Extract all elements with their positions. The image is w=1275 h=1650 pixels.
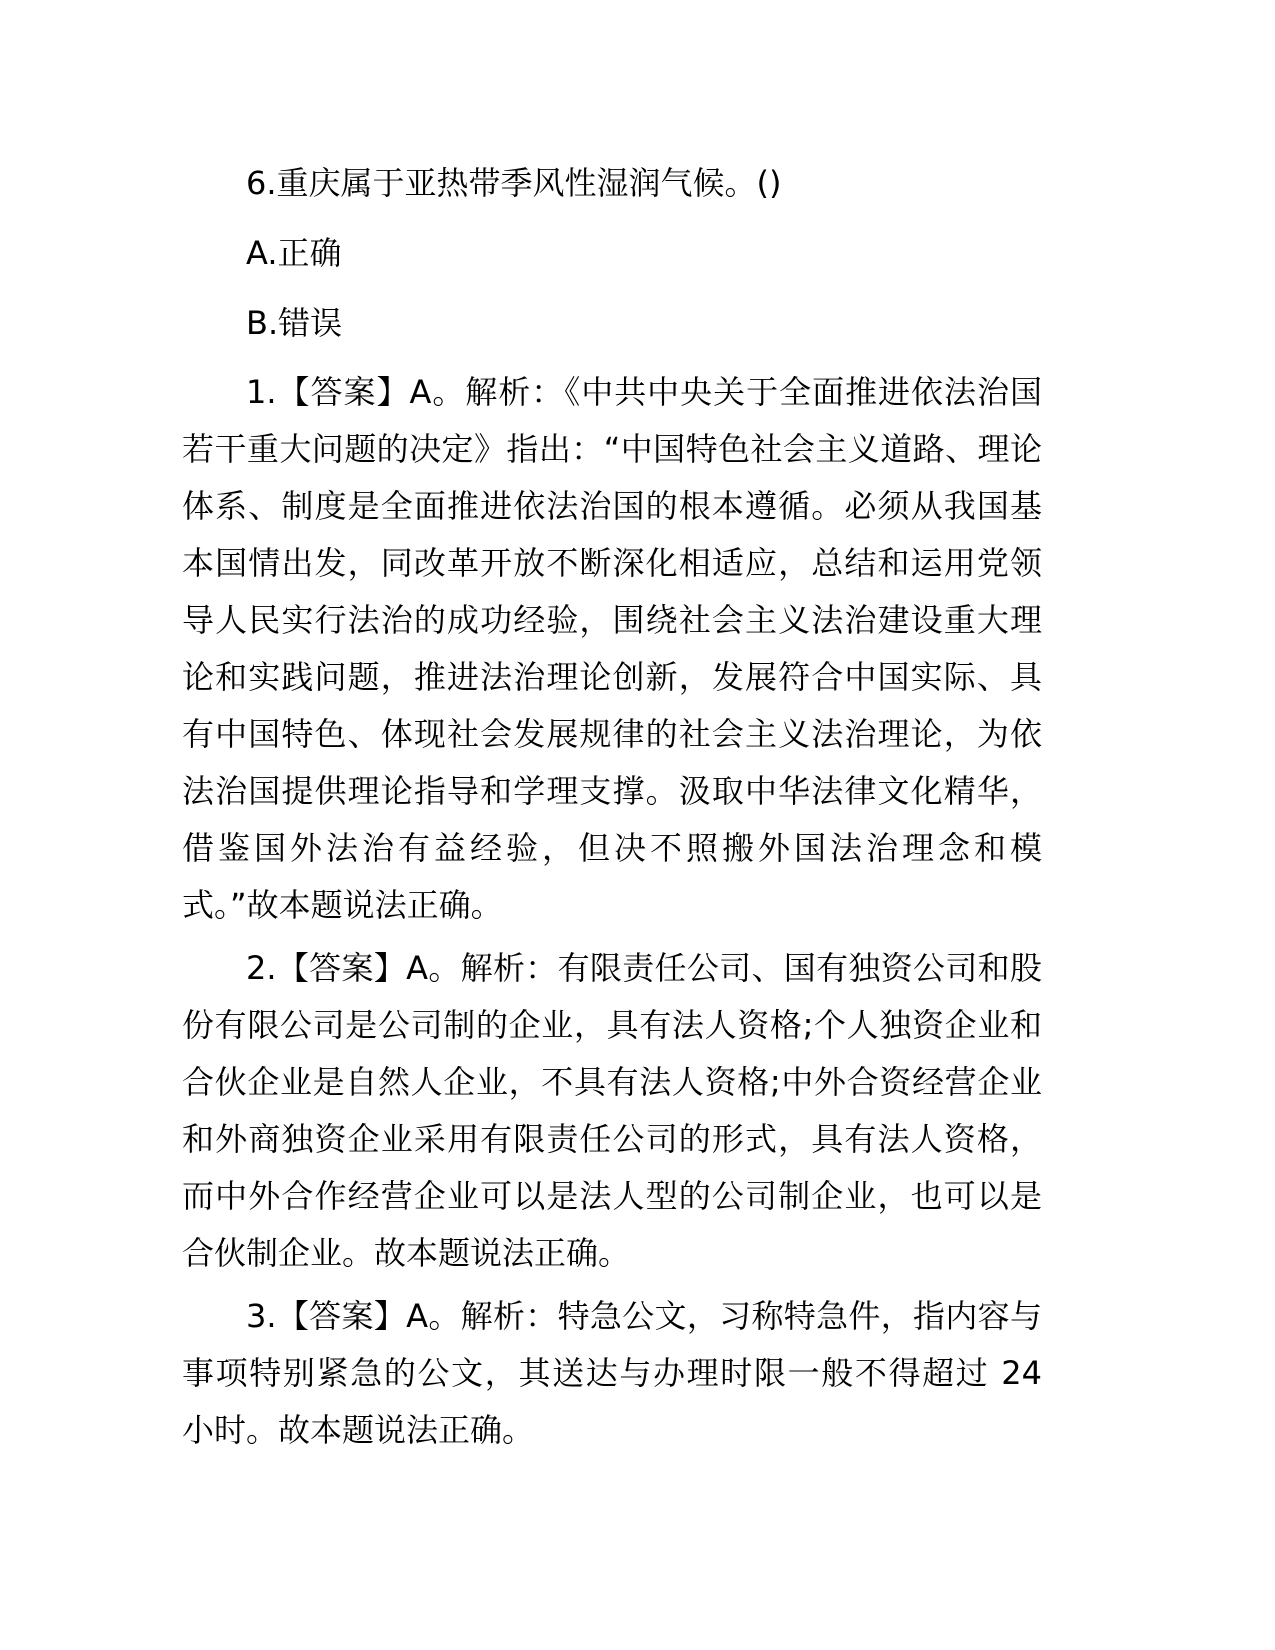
answer-2: 2.【答案】A。解析：有限责任公司、国有独资公司和股份有限公司是公司制的企业，具有法人资格;个人独资企业和合伙企业是自然人企业，不具有法人资格;中外合资经营企业和外商独资企业采用有限责任公司的形式，具有法人资格，而中外合作经营企业可以是法人型的公司制企业，也可以是合伙制企业。故本题说法正确。 — [182, 949, 1042, 1272]
option-a: A.正确 — [246, 234, 342, 272]
answer-1: 1.【答案】A。解析：《中共中央关于全面推进依法治国若干重大问题的决定》指出：“中国特色社会主义道路、理论体系、制度是全面推进依法治国的根本遵循。必须从我国基本国情出发，同改革开放不断深化相适应，总结和运用党领导人民实行法治的成功经验，围绕社会主义法治建设重大理论和实践问题，推进法治理论创新，发展符合中国实际、具有中国特色、体现社会发展规律的社会主义法治理论，为依法治国提供理论指导和学理支撑。汲取中华法律文化精华，借鉴国外法治有益经验，但决不照搬外国法治理念和模式。”故本题说法正确。 — [182, 373, 1042, 924]
option-b: B.错误 — [246, 304, 343, 342]
question-text: 6.重庆属于亚热带季风性湿润气候。() — [246, 164, 782, 202]
answer-3: 3.【答案】A。解析：特急公文，习称特急件，指内容与事项特别紧急的公文，其送达与办理时限一般不得超过 24 小时。故本题说法正确。 — [182, 1297, 1042, 1449]
document-page — [182, 148, 1042, 1465]
